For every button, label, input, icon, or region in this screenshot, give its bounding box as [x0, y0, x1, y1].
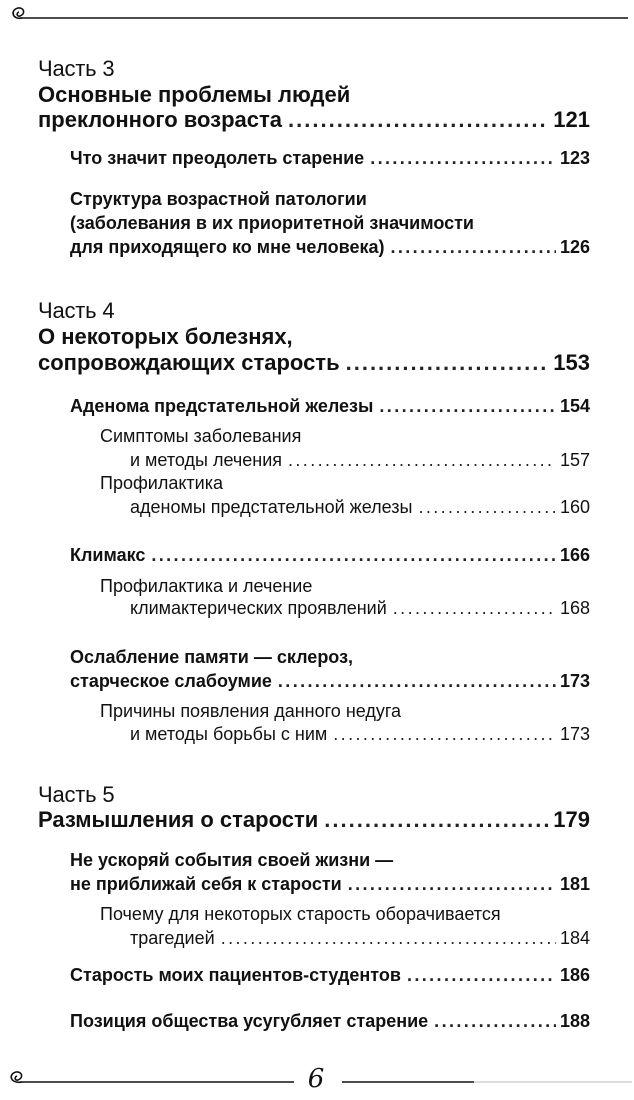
toc-entry-memory[interactable]	[70, 669, 590, 693]
toc-entry-title: Старость моих пациентов-студентов	[70, 965, 401, 985]
toc-entry-title: преклонного возраста	[38, 107, 283, 132]
dot-leader	[379, 394, 556, 418]
dot-leader	[333, 722, 556, 746]
toc-page-number: 186	[559, 965, 590, 985]
toc-entry-title: Климакс	[70, 545, 146, 565]
toc-entry-prevention-line1: Профилактика	[100, 473, 223, 493]
toc-entry-climax[interactable]	[70, 543, 590, 567]
part-4-label: Часть 4	[38, 298, 115, 323]
toc-entry-title: Позиция общества усугубляет старение	[70, 1011, 429, 1031]
toc-page-number: 123	[559, 148, 590, 168]
toc-entry-patients-students[interactable]	[70, 963, 590, 987]
dot-leader	[418, 495, 556, 519]
toc-entry-pathology-line1: Структура возрастной патологии	[70, 189, 367, 209]
part-5-label: Часть 5	[38, 782, 115, 807]
dot-leader	[390, 235, 555, 259]
toc-page-number: 188	[559, 1011, 590, 1031]
toc-page-number: 173	[559, 724, 590, 744]
toc-page-number: 184	[559, 928, 590, 948]
toc-page-number: 153	[553, 350, 590, 375]
toc-entry-title: и методы борьбы с ним	[130, 724, 328, 744]
toc-page-number: 166	[559, 545, 590, 565]
toc-entry-do-not-hurry-line1: Не ускоряй события своей жизни —	[70, 850, 394, 870]
toc-entry-memory-line1: Ослабление памяти — склероз,	[70, 647, 354, 667]
toc-entry-title: Размышления о старости	[38, 807, 319, 832]
toc-entry-climax-prevention-line1: Профилактика и лечение	[100, 576, 313, 596]
dot-leader	[288, 107, 549, 133]
toc-entry-part-4[interactable]	[38, 350, 590, 376]
dot-leader	[221, 926, 556, 950]
toc-entry-title: и методы лечения	[130, 450, 282, 470]
toc-entry-title: Аденома предстательной железы	[70, 396, 374, 416]
toc-page-number: 181	[559, 874, 590, 894]
dot-leader	[278, 669, 556, 693]
toc-entry-part-3[interactable]	[38, 107, 590, 133]
toc-page-number: 126	[559, 237, 590, 257]
toc-entry-tragedy[interactable]	[130, 926, 590, 950]
toc-page-number: 160	[559, 497, 590, 517]
toc-entry-title: аденомы предстательной железы	[130, 497, 413, 517]
toc-entry-overcome-aging[interactable]	[70, 146, 590, 170]
part-4-title-line1: О некоторых болезнях,	[38, 324, 293, 349]
dot-leader	[434, 1009, 556, 1033]
dot-leader	[324, 807, 549, 833]
toc-entry-prostate-adenoma[interactable]	[70, 394, 590, 418]
part-3-title-line1: Основные проблемы людей	[38, 82, 351, 107]
toc-entry-society-position[interactable]	[70, 1009, 590, 1033]
toc-entry-part-5[interactable]	[38, 807, 590, 833]
toc-entry-title: не приближай себя к старости	[70, 874, 342, 894]
toc-entry-pathology-line2: (заболевания в их приоритетной значимости	[70, 213, 474, 233]
toc-entry-symptoms[interactable]	[130, 448, 590, 472]
toc-page-number: 173	[559, 671, 590, 691]
toc-entry-pathology[interactable]	[70, 235, 590, 259]
toc-entry-title: трагедией	[130, 928, 215, 948]
dot-leader	[393, 596, 556, 620]
part-3-label: Часть 3	[38, 56, 115, 81]
toc-entry-title: климактерических проявлений	[130, 598, 387, 618]
dot-leader	[348, 872, 556, 896]
toc-entry-climax-prevention[interactable]	[130, 596, 590, 620]
page-number: 6	[307, 1064, 325, 1094]
toc-page-number: 157	[559, 450, 590, 470]
toc-entry-prevention-adenoma[interactable]	[130, 495, 590, 519]
dot-leader	[407, 963, 556, 987]
dot-leader	[151, 543, 556, 567]
toc-page-number: 168	[559, 598, 590, 618]
dot-leader	[370, 146, 556, 170]
toc-entry-title: старческое слабоумие	[70, 671, 272, 691]
toc-entry-title: для приходящего ко мне человека)	[70, 237, 385, 257]
toc-page-number: 154	[559, 396, 590, 416]
dot-leader	[346, 350, 550, 376]
toc-entry-causes-line1: Причины появления данного недуга	[100, 701, 402, 721]
toc-entry-symptoms-line1: Симптомы заболевания	[100, 426, 302, 446]
toc-entry-causes[interactable]	[130, 722, 590, 746]
toc-entry-title: Что значит преодолеть старение	[70, 148, 365, 168]
toc-entry-do-not-hurry[interactable]	[70, 872, 590, 896]
toc-page-number: 179	[553, 807, 590, 832]
dot-leader	[288, 448, 556, 472]
toc-entry-tragedy-line1: Почему для некоторых старость оборачивается	[100, 904, 501, 924]
toc-page-number: 121	[553, 107, 590, 132]
toc-entry-title: сопровождающих старость	[38, 350, 340, 375]
